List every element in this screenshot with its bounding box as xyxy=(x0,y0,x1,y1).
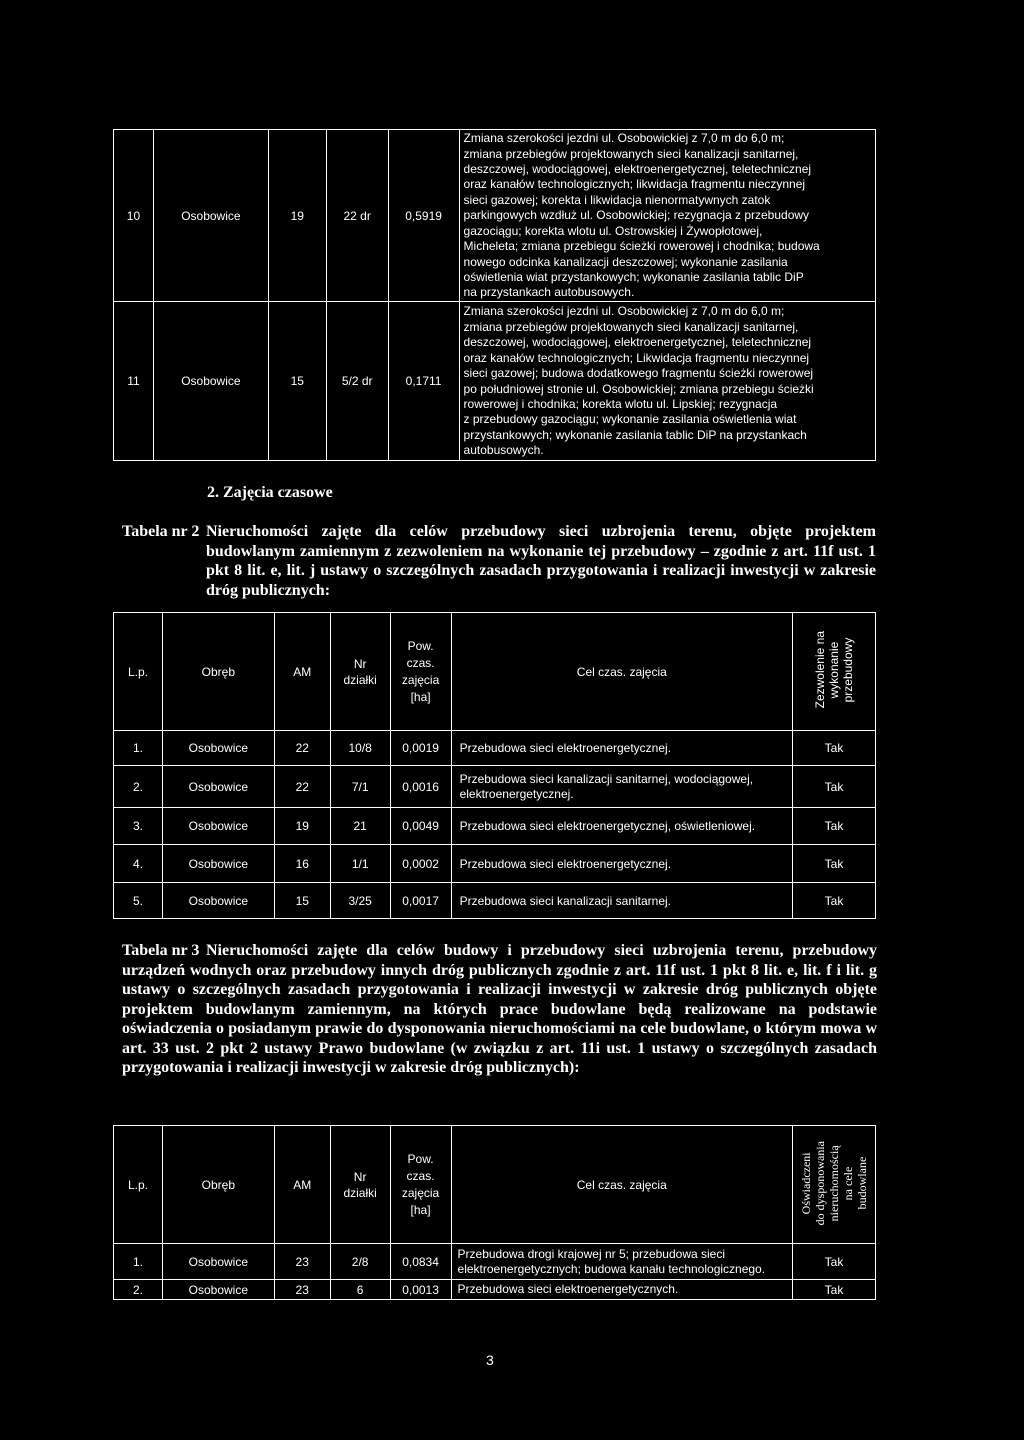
cell-am: 22 xyxy=(274,731,330,766)
cell-pow: 0,0016 xyxy=(390,766,451,808)
cell-am: 22 xyxy=(274,766,330,808)
description-line: oraz kanałów technologicznych; Likwidacja fragmentu nieczynnej xyxy=(463,350,810,365)
cell-nr: 7/1 xyxy=(330,766,390,808)
cell-cel: Przebudowa sieci elektroenergetycznych. xyxy=(451,1280,792,1300)
cell-nr: 10/8 xyxy=(330,731,390,766)
cell-declaration: Tak xyxy=(792,1280,875,1300)
header-am: AM xyxy=(274,1126,330,1244)
header-declaration xyxy=(792,1126,875,1244)
cell-am: 15 xyxy=(274,883,330,919)
cell-declaration: Tak xyxy=(792,1244,875,1280)
header-line: Zezwolenie na xyxy=(813,631,828,709)
cell-nr: 5/2 dr xyxy=(326,302,388,461)
header-am: AM xyxy=(274,613,330,731)
header-obreb: Obręb xyxy=(162,1126,274,1244)
table-label: Tabela nr 2 xyxy=(122,523,200,540)
table-row xyxy=(114,1244,876,1280)
header-line: nieruchomością xyxy=(826,1145,841,1221)
cell-am: 19 xyxy=(268,130,326,302)
table-row xyxy=(114,766,876,808)
cell-permit: Tak xyxy=(793,731,876,766)
cell-obreb: Osobowice xyxy=(162,1280,274,1300)
description-line: z przebudowy gazociągu; wykonanie zasilania oświetlenia wiat xyxy=(463,412,797,427)
cell-obreb: Osobowice xyxy=(153,302,268,461)
table-row xyxy=(114,130,876,302)
header-pow xyxy=(390,613,451,731)
table-row xyxy=(114,808,876,845)
description-line: Micheleta; zmiana przebiegu ścieżki rowerowej i chodnika; budowa xyxy=(463,239,820,254)
table-header-row xyxy=(114,1126,876,1244)
header-line: budowlane xyxy=(854,1156,869,1210)
header-nr xyxy=(330,613,390,731)
description-line: rowerowej i chodnika; korekta wlotu ul. Lipskiej; rezygnacja xyxy=(463,396,778,411)
description-line: Zmiana szerokości jezdni ul. Osobowickiej z 7,0 m do 6,0 m; xyxy=(463,304,785,319)
header-line: działki xyxy=(343,1185,377,1200)
cell-obreb: Osobowice xyxy=(162,731,274,766)
cell-permit: Tak xyxy=(793,766,876,808)
description-line: na przystankach autobusowych. xyxy=(463,285,635,300)
cell-pow: 0,0013 xyxy=(390,1280,451,1300)
cell-obreb: Osobowice xyxy=(162,883,274,919)
header-lp: L.p. xyxy=(114,1126,163,1244)
cell-obreb: Osobowice xyxy=(162,766,274,808)
description-line: sieci gazowej; korekta i likwidacja nienormatywnych zatok xyxy=(463,192,771,207)
header-line: działki xyxy=(343,672,377,687)
cell-permit: Tak xyxy=(793,845,876,883)
description-line: oraz kanałów technologicznych; likwidacja fragmentu nieczynnej xyxy=(463,177,806,192)
cell-lp: 1. xyxy=(114,731,163,766)
table-row xyxy=(114,845,876,883)
cell-cel: Przebudowa sieci elektroenergetycznej, oświetleniowej. xyxy=(451,808,792,845)
description-line: po południowej stronie ul. Osobowickiej; zmiana przebiegu ścieżki xyxy=(463,381,814,396)
cell-nr: 2/8 xyxy=(330,1244,390,1280)
description-line: deszczowej, wodociągowej, elektroenergetycznej, teletechnicznej xyxy=(463,335,812,350)
header-cel: Cel czas. zajęcia xyxy=(451,613,792,731)
table-row xyxy=(114,731,876,766)
description-line: parkingowych wzdłuż ul. Osobowickiej; rezygnacja z przebudowy xyxy=(463,208,810,223)
cell-cel: Przebudowa sieci elektroenergetycznej. xyxy=(451,845,792,883)
description-line: Zmiana szerokości jezdni ul. Osobowickiej z 7,0 m do 6,0 m; xyxy=(463,131,785,146)
cell-am: 23 xyxy=(274,1244,330,1280)
table-header-row xyxy=(114,613,876,731)
header-line: Nr xyxy=(353,1169,367,1184)
table-land-permanent-continuation xyxy=(113,129,876,461)
cell-permit: Tak xyxy=(793,883,876,919)
cell-pow: 0,1711 xyxy=(388,302,459,461)
header-line: zajęcia xyxy=(401,1185,440,1200)
cell-cel xyxy=(451,766,792,808)
cell-obreb: Osobowice xyxy=(162,845,274,883)
header-line: Pow. xyxy=(407,638,434,653)
header-line: Nr xyxy=(353,656,367,671)
cell-nr: 6 xyxy=(330,1280,390,1300)
cell-lp: 2. xyxy=(114,1280,163,1300)
header-line: wykonanie xyxy=(827,641,842,699)
description-line: deszczowej, wodociągowej, elektroenergetycznej, teletechnicznej xyxy=(463,162,812,177)
cell-lp: 1. xyxy=(114,1244,163,1280)
cell-permit: Tak xyxy=(793,808,876,845)
cell-line: elektroenergetycznej. xyxy=(459,786,574,801)
cell-line: Przebudowa drogi krajowej nr 5; przebudowa sieci xyxy=(457,1246,726,1261)
cell-nr: 1/1 xyxy=(330,845,390,883)
cell-pow: 0,0834 xyxy=(390,1244,451,1280)
cell-cel: Przebudowa sieci elektroenergetycznej. xyxy=(451,731,792,766)
table3-caption xyxy=(122,941,877,1121)
cell-am: 19 xyxy=(274,808,330,845)
header-permit xyxy=(793,613,876,731)
table2-caption xyxy=(122,522,877,604)
cell-lp: 10 xyxy=(114,130,154,302)
header-line: Oświadczeni xyxy=(798,1152,813,1214)
description-line: nowego odcinka kanalizacji deszczowej; wykonanie zasilania xyxy=(463,254,788,269)
cell-am: 16 xyxy=(274,845,330,883)
cell-pow: 0,0049 xyxy=(390,808,451,845)
page-number: 3 xyxy=(486,1352,494,1368)
header-line: zajęcia xyxy=(401,672,440,687)
table-temporary-occupation xyxy=(113,612,876,919)
cell-obreb: Osobowice xyxy=(153,130,268,302)
table-row xyxy=(114,1280,876,1300)
description-line: autobusowych. xyxy=(463,443,544,458)
cell-pow: 0,5919 xyxy=(388,130,459,302)
table-row xyxy=(114,302,876,461)
header-line: Pow. xyxy=(407,1151,434,1166)
cell-obreb: Osobowice xyxy=(162,1244,274,1280)
description-line: zmiana przebiegów projektowanych sieci kanalizacji sanitarnej, xyxy=(463,319,799,334)
cell-line: Przebudowa sieci kanalizacji sanitarnej, wodociągowej, xyxy=(459,771,754,786)
header-obreb: Obręb xyxy=(162,613,274,731)
header-cel: Cel czas. zajęcia xyxy=(451,1126,792,1244)
table-land-rights-declaration xyxy=(113,1125,876,1300)
header-lp: L.p. xyxy=(114,613,163,731)
description-line: gazociągu; korekta wlotu ul. Ostrowskiej i Żywopłotowej, xyxy=(463,223,763,238)
cell-description xyxy=(459,302,875,461)
cell-lp: 3. xyxy=(114,808,163,845)
header-line: przebudowy xyxy=(841,637,856,703)
header-pow xyxy=(390,1126,451,1244)
cell-nr: 3/25 xyxy=(330,883,390,919)
section-heading: 2. Zajęcia czasowe xyxy=(207,484,333,501)
table-row xyxy=(114,883,876,919)
description-line: przystankowych; wykonanie zasilania tablic DiP na przystankach xyxy=(463,427,807,442)
header-line: na cele xyxy=(840,1166,855,1200)
cell-lp: 4. xyxy=(114,845,163,883)
cell-obreb: Osobowice xyxy=(162,808,274,845)
cell-lp: 2. xyxy=(114,766,163,808)
cell-line: elektroenergetycznych; budowa kanału technologicznego. xyxy=(457,1261,766,1276)
header-nr xyxy=(330,1126,390,1244)
table-label: Tabela nr 3 xyxy=(122,942,200,959)
cell-pow: 0,0019 xyxy=(390,731,451,766)
cell-lp: 11 xyxy=(114,302,154,461)
cell-description xyxy=(459,130,875,302)
cell-nr: 22 dr xyxy=(326,130,388,302)
header-line: czas. xyxy=(406,655,435,670)
cell-am: 15 xyxy=(268,302,326,461)
header-line: do dysponowania xyxy=(812,1140,827,1226)
description-line: sieci gazowej; budowa dodatkowego fragmentu ścieżki rowerowej xyxy=(463,366,814,381)
header-line: [ha] xyxy=(410,689,431,704)
cell-pow: 0,0017 xyxy=(390,883,451,919)
caption-text: Nieruchomości zajęte dla celów budowy i przebudowy sieci uzbrojenia terenu, przebudowy urządzeń wodnych oraz przebudowy innych dróg publicznych zgodnie z art. 11f ust. 1 pkt 8 lit. e, lit. f i lit. g ustawy o szczególnych zasadach przygotowania i realizacji inwestycji w zakresie dróg publicznych objęte projektem budowlanym zamiennym, na których prace budowlane będą realizowane na podstawie oświadczenia o posiadanym prawie do dysponowania nieruchomościami na cele budowlane, o którym mowa w art. 33 ust. 2 pkt 2 ustawy Prawo budowlane (w związku z art. 11i ust. 1 ustawy o szczególnych zasadach przygotowania i realizacji inwestycji w zakresie dróg publicznych): xyxy=(122,942,877,1076)
description-line: oświetlenia wiat przystankowych; wykonanie zasilania tablic DiP xyxy=(463,269,804,284)
cell-pow: 0,0002 xyxy=(390,845,451,883)
cell-cel xyxy=(451,1244,792,1280)
header-line: czas. xyxy=(406,1168,435,1183)
cell-am: 23 xyxy=(274,1280,330,1300)
cell-nr: 21 xyxy=(330,808,390,845)
caption-text: Nieruchomości zajęte dla celów przebudowy sieci uzbrojenia terenu, objęte projektem budowlanym zamiennym z zezwoleniem na wykonanie tej przebudowy – zgodnie z art. 11f ust. 1 pkt 8 lit. e, lit. j ustawy o szczególnych zasadach przygotowania i realizacji inwestycji w zakresie dróg publicznych: xyxy=(206,523,876,599)
description-line: zmiana przebiegów projektowanych sieci kanalizacji sanitarnej, xyxy=(463,146,799,161)
cell-cel: Przebudowa sieci kanalizacji sanitarnej. xyxy=(451,883,792,919)
header-line: [ha] xyxy=(410,1202,431,1217)
cell-lp: 5. xyxy=(114,883,163,919)
